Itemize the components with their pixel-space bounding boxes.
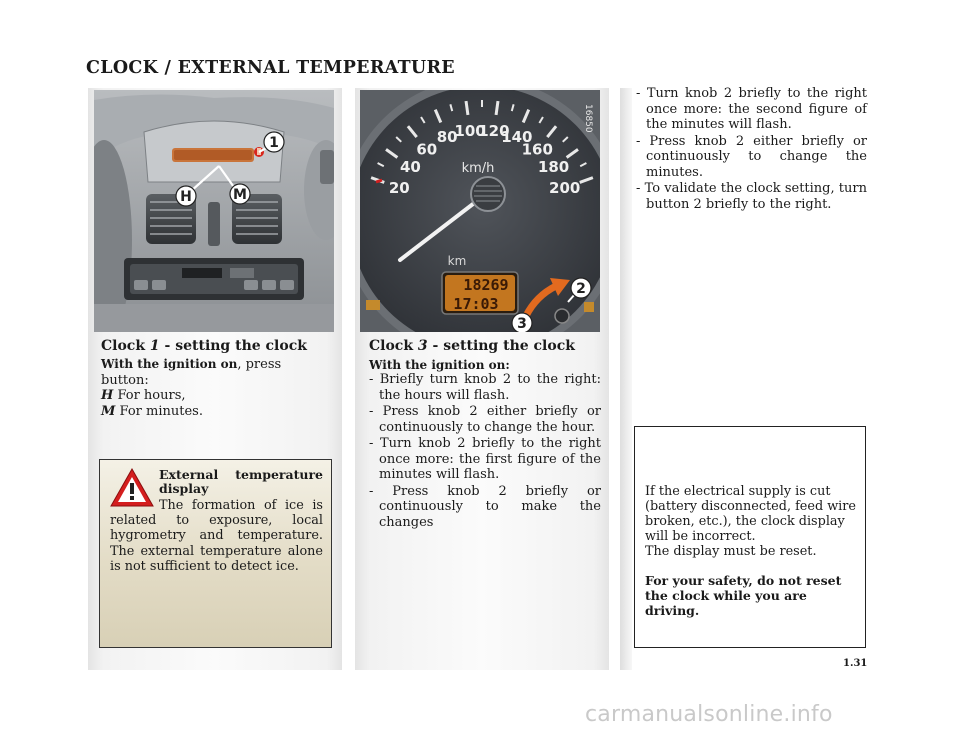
step-text: Press knob 2 either briefly or continuously to change the minutes.	[646, 133, 867, 180]
step-item: - To validate the clock setting, turn button 2 briefly to the right.	[636, 181, 867, 212]
step-text: To validate the clock setting, turn button 2 briefly to the right.	[644, 181, 867, 212]
callout-h: H	[180, 189, 192, 205]
note-bold: For your safety, do not reset the clock while you are driving.	[645, 573, 842, 618]
page-number: 1.31	[843, 658, 868, 669]
note-box	[634, 426, 866, 648]
clock1-heading	[101, 338, 333, 354]
speed-label: 160	[521, 140, 553, 159]
step-text: Turn knob 2 briefly to the right once more: the second figure of the minutes will flash.	[646, 86, 867, 132]
footer	[0, 700, 960, 732]
note-text	[645, 484, 856, 618]
odometer-display: 18269	[463, 276, 509, 294]
page-title: CLOCK / EXTERNAL TEMPERATURE	[86, 58, 455, 78]
clock-display: 17:03	[453, 295, 499, 313]
step-item: - Press knob 2 either briefly or continuously to change the minutes.	[636, 133, 867, 180]
clock1-intro	[101, 357, 333, 388]
speed-tick	[496, 101, 498, 115]
left-text	[101, 338, 333, 419]
speed-label: 120	[478, 121, 510, 140]
intro-rest: , press button:	[101, 357, 282, 388]
heading-num: 3	[417, 338, 428, 354]
item-key-h: H	[101, 388, 114, 403]
intro-bold: With the ignition on	[101, 357, 238, 371]
clock3-intro: With the ignition on:	[369, 358, 510, 372]
step-text: Briefly turn knob 2 to the right: the hours will flash.	[379, 372, 601, 403]
heading-num: 1	[149, 338, 160, 354]
dashboard-photo	[94, 90, 334, 332]
ref-code: 16850	[583, 104, 593, 133]
speedometer-illustration	[360, 90, 600, 332]
warning-title: External temperature display	[159, 467, 323, 496]
unit-kmh: km/h	[461, 161, 495, 176]
note-body1: If the electrical supply is cut (battery disconnected, feed wire broken, etc.), the clock display will be incorrect.	[645, 484, 856, 544]
speed-label: 60	[416, 140, 438, 159]
step-text: Press knob 2 either briefly or continuously to change the hour.	[379, 404, 601, 435]
step-item: - Press knob 2 briefly or continuously to make the changes	[369, 483, 601, 530]
speed-label: 20	[388, 178, 410, 197]
speed-label: 200	[549, 178, 581, 197]
speed-label: 140	[501, 128, 533, 147]
item-hours	[101, 388, 333, 404]
item-text-h: For hours,	[117, 388, 186, 403]
column-divider	[620, 88, 632, 670]
speed-label: 80	[436, 128, 458, 147]
warning-body: The formation of ice is related to exposure, local hygrometry and temperature. The external temperature alone is not sufficient to detect ice.	[110, 498, 323, 574]
callout-3: 3	[517, 316, 527, 332]
speed-tick	[466, 101, 468, 115]
right-steps	[636, 86, 867, 213]
item-minutes	[101, 404, 333, 420]
speed-label: 180	[537, 157, 570, 176]
note-body2: The display must be reset.	[645, 544, 817, 559]
step-item: - Press knob 2 either briefly or continuously to change the hour.	[369, 404, 601, 435]
heading-rest: - setting the clock	[432, 338, 575, 354]
item-text-m: For minutes.	[119, 403, 203, 419]
callout-2: 2	[576, 281, 586, 297]
middle-text	[369, 338, 601, 531]
heading-rest: - setting the clock	[164, 338, 307, 354]
step-text: Turn knob 2 briefly to the right once more: the first figure of the minutes will flash.	[379, 436, 601, 482]
speedometer-photo	[360, 90, 600, 332]
clock3-steps	[369, 372, 601, 530]
warning-box	[99, 459, 332, 648]
dashboard-illustration	[94, 90, 334, 332]
heading-prefix: Clock	[101, 338, 146, 354]
step-item: - Briefly turn knob 2 to the right: the hours will flash.	[369, 372, 601, 403]
step-item: - Turn knob 2 briefly to the right once more: the first figure of the minutes will flash.	[369, 436, 601, 482]
speed-label: 40	[399, 157, 421, 176]
callout-1: 1	[269, 135, 279, 151]
footer-watermark: carmanualsonline.info	[585, 702, 833, 727]
unit-km: km	[447, 254, 467, 268]
heading-prefix: Clock	[369, 338, 414, 354]
callout-m: M	[233, 187, 247, 203]
middle-column	[355, 88, 609, 670]
step-item: - Turn knob 2 briefly to the right once more: the second figure of the minutes will flash.	[636, 86, 867, 132]
step-text: Press knob 2 briefly or continuously to make the changes	[379, 483, 601, 530]
speed-label: 100	[454, 121, 486, 140]
clock3-heading	[369, 338, 601, 354]
item-key-m: M	[101, 403, 116, 419]
